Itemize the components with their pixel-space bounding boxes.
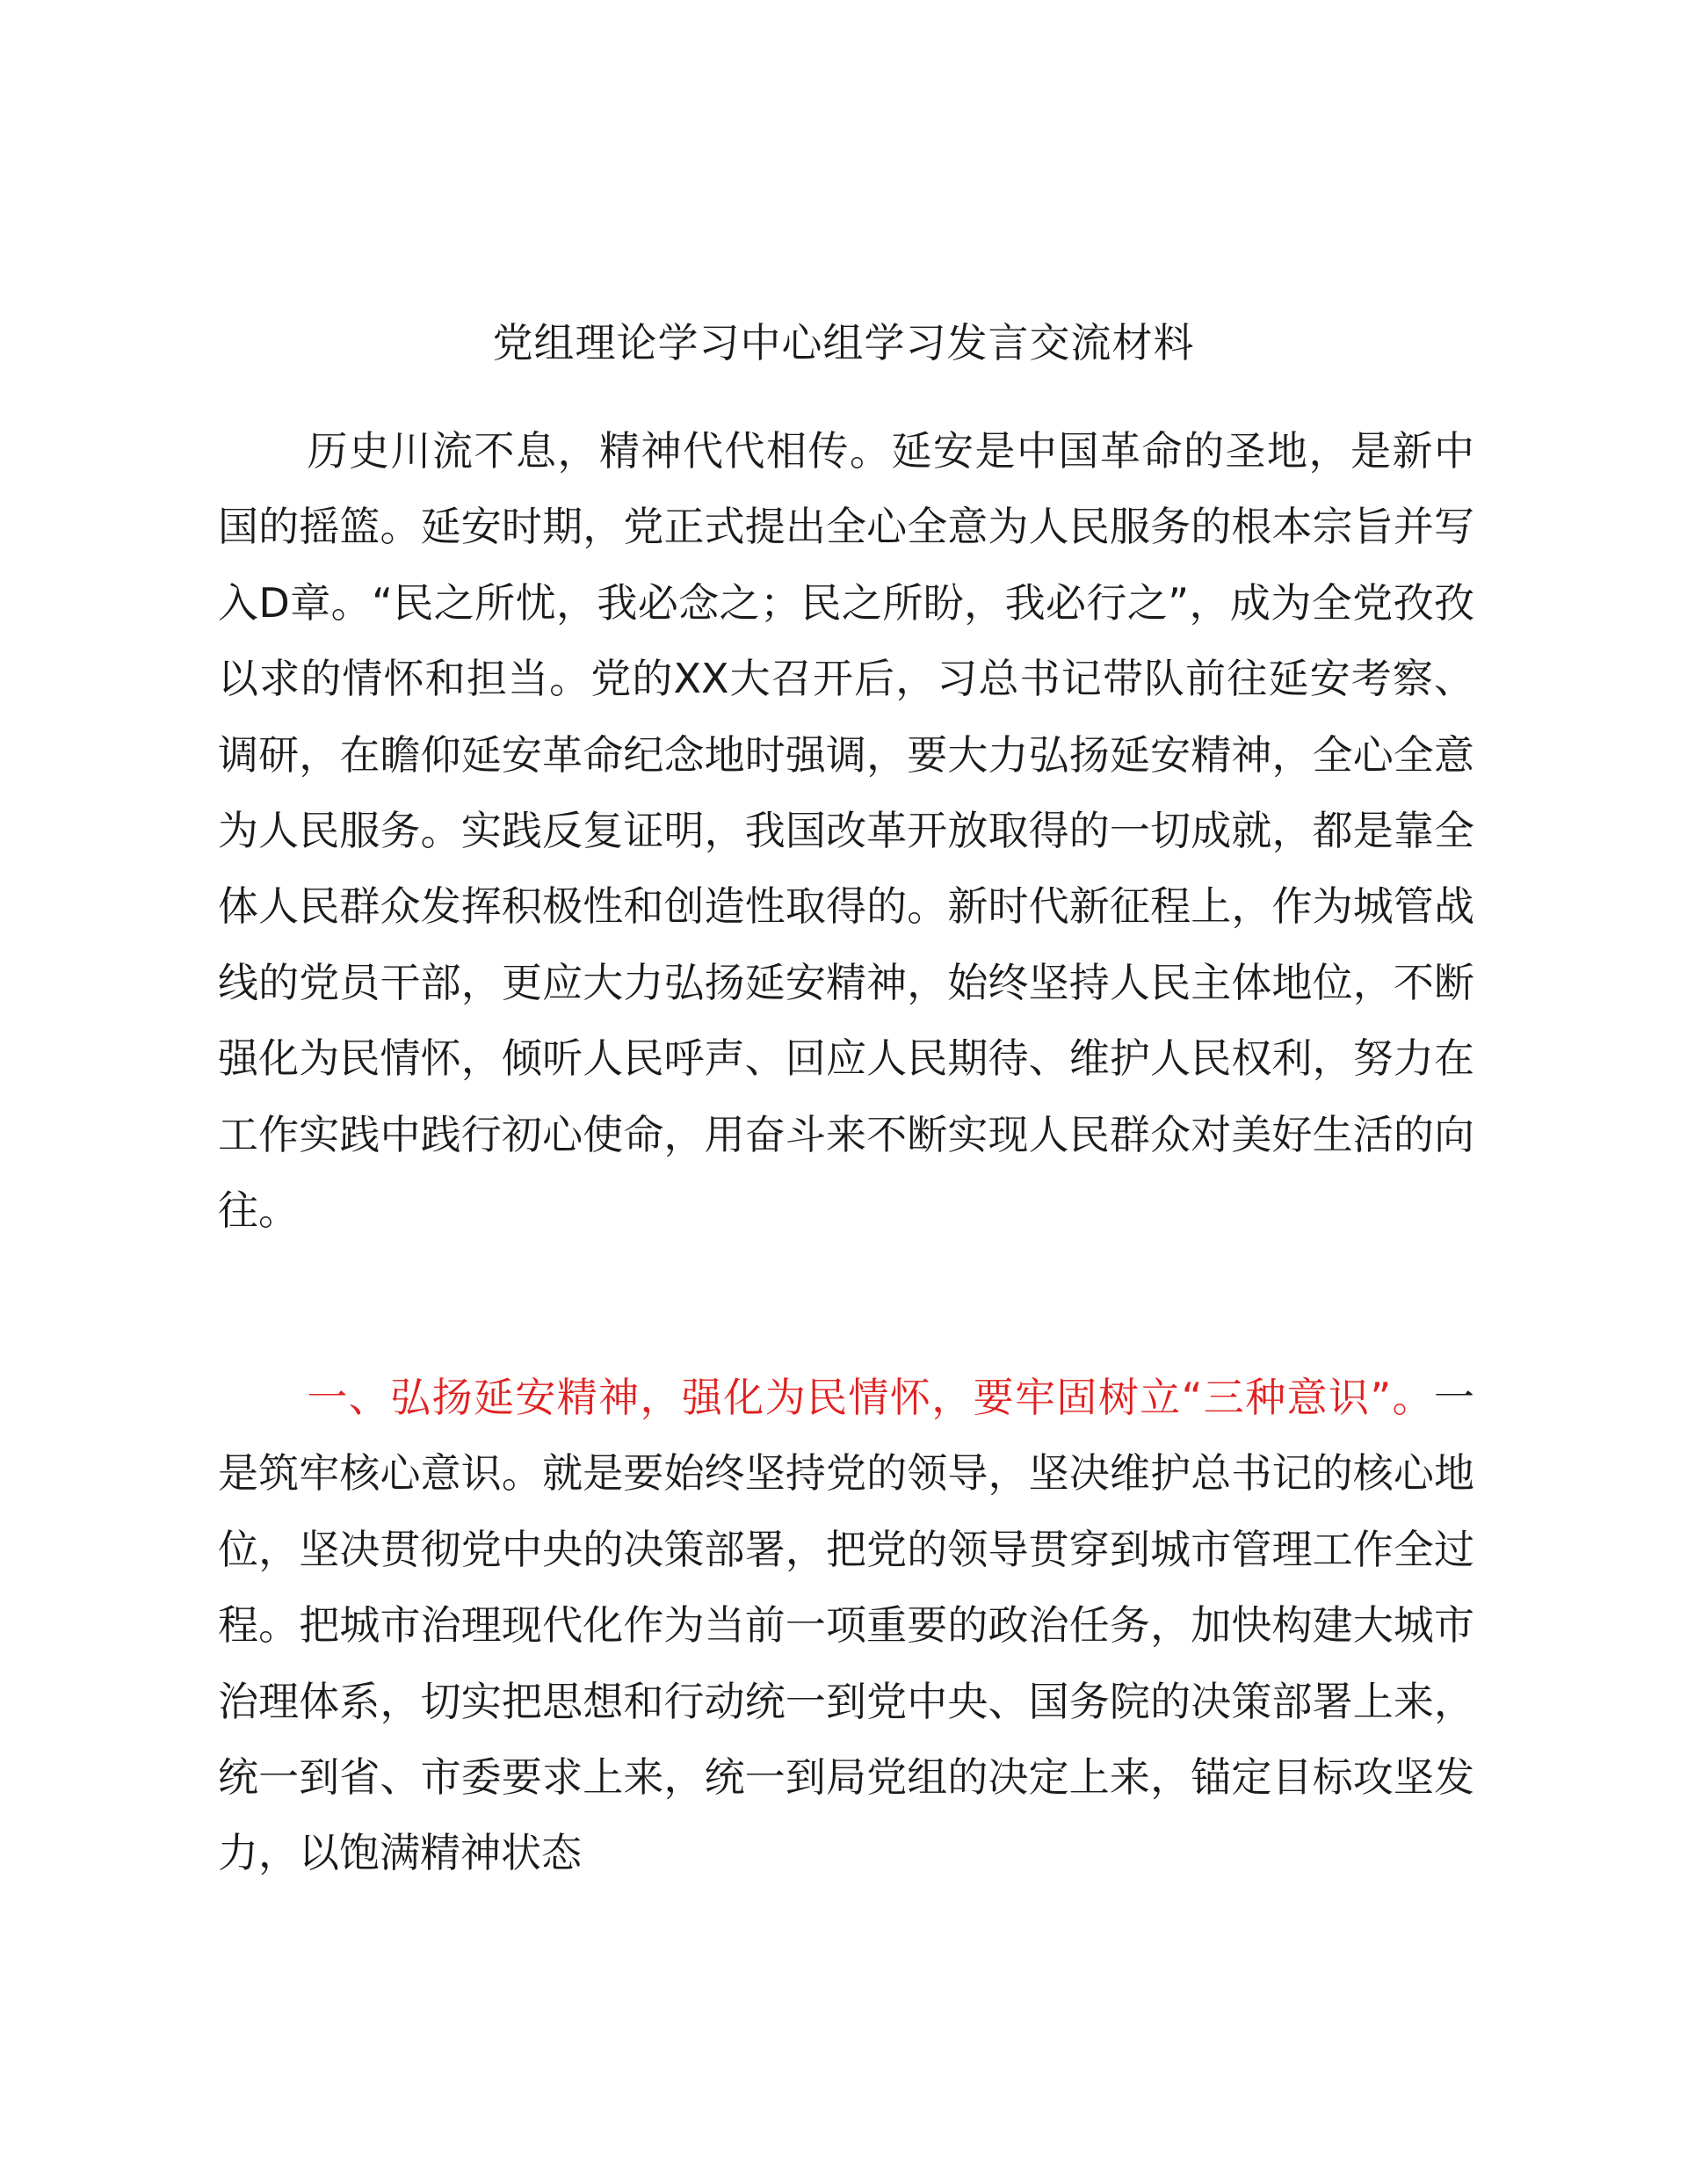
section-one-heading: 一、弘扬延安精神，强化为民情怀，要牢固树立“三种意识”。 — [306, 1374, 1434, 1421]
paragraph-intro — [218, 413, 1474, 1248]
paragraph-intro-text: 历史川流不息，精神代代相传。延安是中国革命的圣地，是新中国的摇篮。延安时期，党正式提出全心全意为人民服务的根本宗旨并写入D章。“民之所忧，我必念之；民之所盼，我必行之”，成为全党孜孜以求的情怀和担当。党的XX大召开后，习总书记带队前往延安考察、调研，在瞻仰延安革命纪念地时强调，要大力弘扬延安精神，全心全意为人民服务。实践反复证明，我国改革开放取得的一切成就，都是靠全体人民群众发挥积极性和创造性取得的。新时代新征程上，作为城管战线的党员干部，更应大力弘扬延安精神，始终坚持人民主体地位，不断强化为民情怀，倾听人民呼声、回应人民期待、维护人民权利，努力在工作实践中践行初心使命，用奋斗来不断实现人民群众对美好生活的向往。 — [218, 427, 1474, 1235]
paragraph-section-one — [218, 1360, 1474, 1891]
document-title: 党组理论学习中心组学习发言交流材料 — [492, 319, 1195, 366]
section-one-body: 一是筑牢核心意识。就是要始终坚持党的领导，坚决维护总书记的核心地位，坚决贯彻党中央的决策部署，把党的领导贯穿到城市管理工作全过程。把城市治理现代化作为当前一项重要的政治任务，加快构建大城市治理体系，切实把思想和行动统一到党中央、国务院的决策部署上来，统一到省、市委要求上来，统一到局党组的决定上来，锚定目标攻坚发力，以饱满精神状态 — [218, 1374, 1474, 1877]
